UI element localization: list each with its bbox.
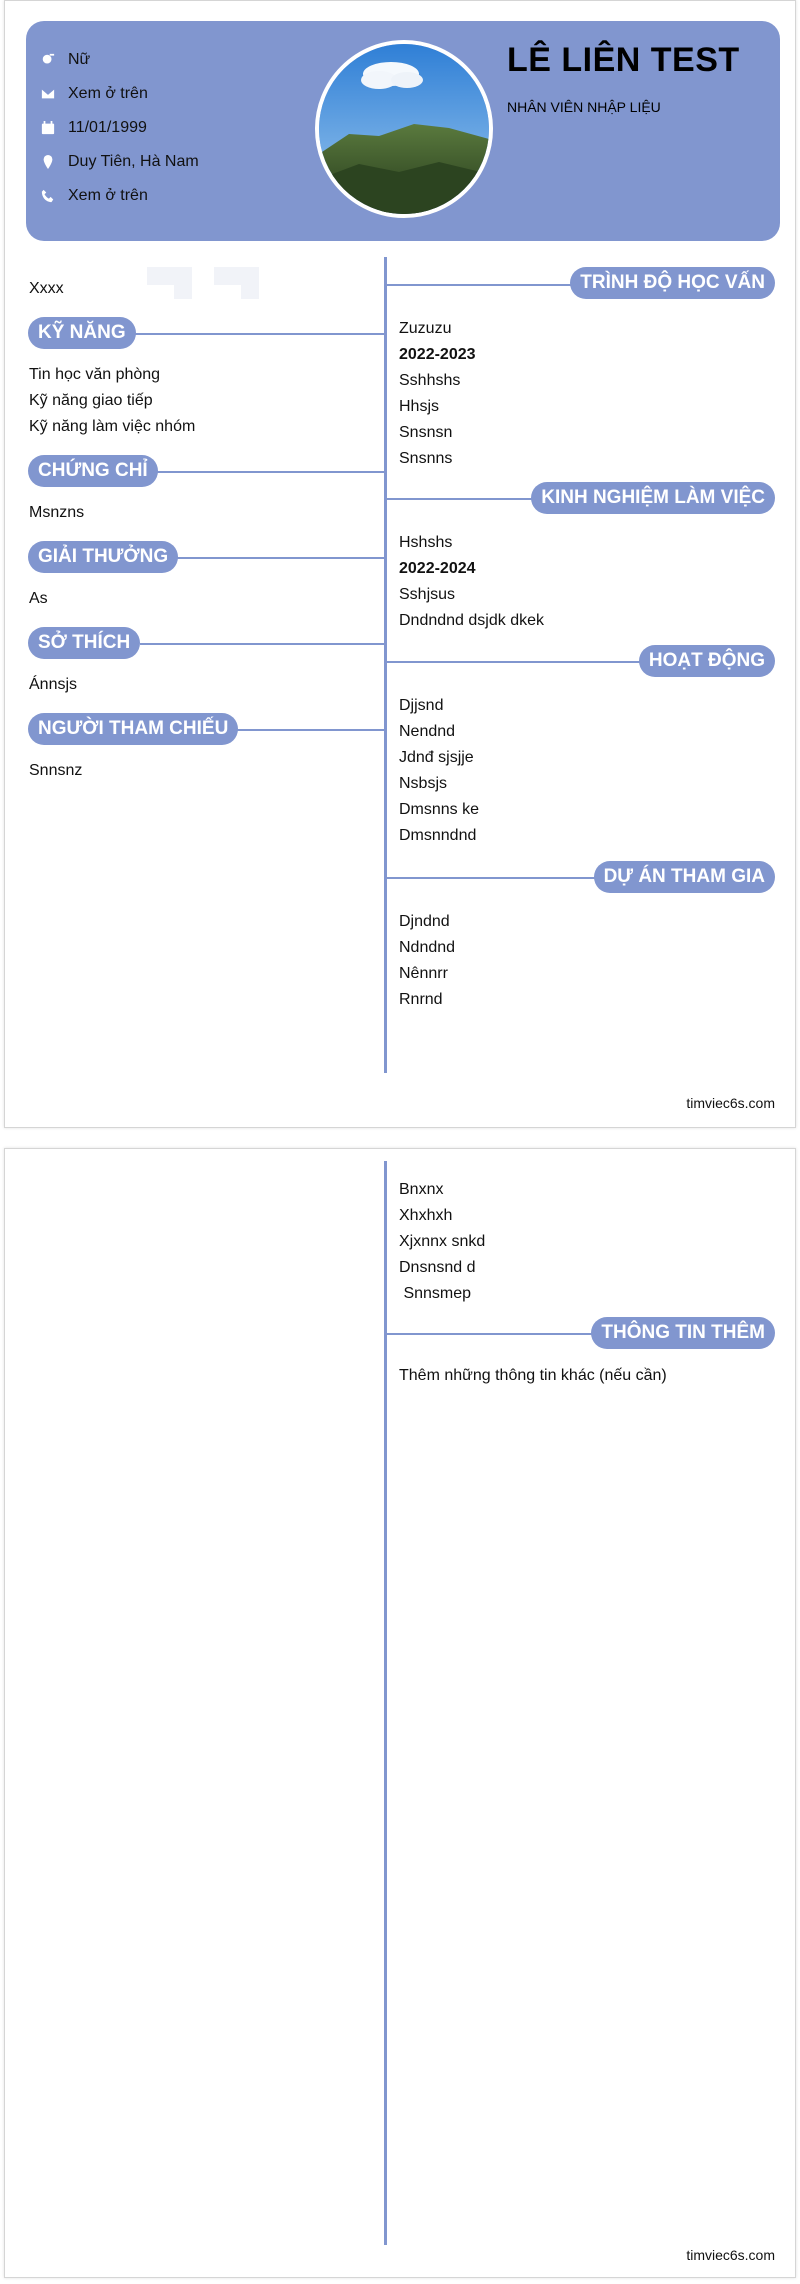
contact-email-text: Xem ở trên [68,85,148,102]
project-line: Bnxnx [399,1181,444,1198]
objective-text: Xxxx [29,280,64,297]
experience-line: Sshjsus [399,586,456,603]
skill-item: Kỹ năng làm việc nhóm [29,418,196,435]
experience-company: Hshshs [399,534,453,551]
calendar-icon [40,120,56,136]
contact-phone-text: Xem ở trên [68,187,148,204]
education-line: Hhsjs [399,398,440,415]
candidate-name: LÊ LIÊN TEST [507,41,740,79]
extra-connector [385,1333,615,1335]
education-period: 2022-2023 [399,346,476,363]
projects-connector [385,877,605,879]
awards-connector [175,557,385,559]
activity-line: Nendnd [399,723,456,740]
project-line: Xhxhxh [399,1207,453,1224]
footer-site: timviec6s.com [686,1095,775,1111]
experience-period: 2022-2024 [399,560,476,577]
timeline-divider [384,1161,387,2245]
profile-photo [315,40,493,218]
gender-icon [40,52,56,68]
phone-icon [40,188,56,204]
header-banner [26,21,780,241]
education-line: Snsnsn [399,424,453,441]
education-school: Zuzuzu [399,320,452,337]
contact-address-text: Duy Tiên, Hà Nam [68,153,199,170]
education-heading: TRÌNH ĐỘ HỌC VẤN [570,267,775,299]
activity-line: Dmsnns ke [399,801,480,818]
skill-item: Tin học văn phòng [29,366,161,383]
timeline-divider [384,257,387,1073]
cv-page-1 [4,0,796,1128]
project-line: Djndnd [399,913,450,930]
extra-text: Thêm những thông tin khác (nếu cần) [399,1367,667,1384]
experience-connector [385,498,545,500]
skill-item: Kỹ năng giao tiếp [29,392,153,409]
job-title: NHÂN VIÊN NHẬP LIỆU [507,99,661,115]
project-line: Xjxnnx snkd [399,1233,486,1250]
skills-heading: KỸ NĂNG [28,317,136,349]
experience-heading: KINH NGHIỆM LÀM VIỆC [531,482,775,514]
project-line: Ndndnd [399,939,456,956]
activities-connector [385,661,655,663]
certificates-connector [155,471,385,473]
contact-gender-text: Nữ [68,51,91,68]
skills-connector [135,333,385,335]
reference-item: Snnsnz [29,762,83,779]
education-connector [385,284,585,286]
quote-icon [144,265,269,301]
location-icon [40,154,56,170]
hobby-item: Ánnsjs [29,676,78,693]
education-line: Snsnns [399,450,453,467]
references-heading: NGƯỜI THAM CHIẾU [28,713,238,745]
hobbies-heading: SỞ THÍCH [28,627,140,659]
project-line: Dnsnsnd d [399,1259,476,1276]
project-line: Rnrnd [399,991,443,1008]
contact-email [40,77,199,111]
certificates-heading: CHỨNG CHỈ [28,455,158,487]
project-line: Nênnrr [399,965,448,982]
references-connector [235,729,385,731]
email-icon [40,86,56,102]
activity-line: Dmsnndnd [399,827,477,844]
award-item: As [29,590,48,607]
awards-heading: GIẢI THƯỞNG [28,541,178,573]
hobbies-connector [140,643,385,645]
certificate-item: Msnzns [29,504,85,521]
project-line: Snnsmep [399,1285,472,1302]
extra-heading: THÔNG TIN THÊM [591,1317,775,1349]
activity-line: Djjsnd [399,697,444,714]
activities-heading: HOẠT ĐỘNG [639,645,775,677]
cv-page-2 [4,1148,796,2278]
contact-gender [40,43,199,77]
contact-list [40,43,199,213]
contact-phone [40,179,199,213]
activity-line: Nsbsjs [399,775,448,792]
footer-site: timviec6s.com [686,2247,775,2263]
education-line: Sshhshs [399,372,461,389]
contact-birthday [40,111,199,145]
experience-line: Dndndnd dsjdk dkek [399,612,544,629]
contact-address [40,145,199,179]
projects-heading: DỰ ÁN THAM GIA [594,861,775,893]
contact-birthday-text: 11/01/1999 [68,119,147,136]
activity-line: Jdnđ sjsjje [399,749,474,766]
